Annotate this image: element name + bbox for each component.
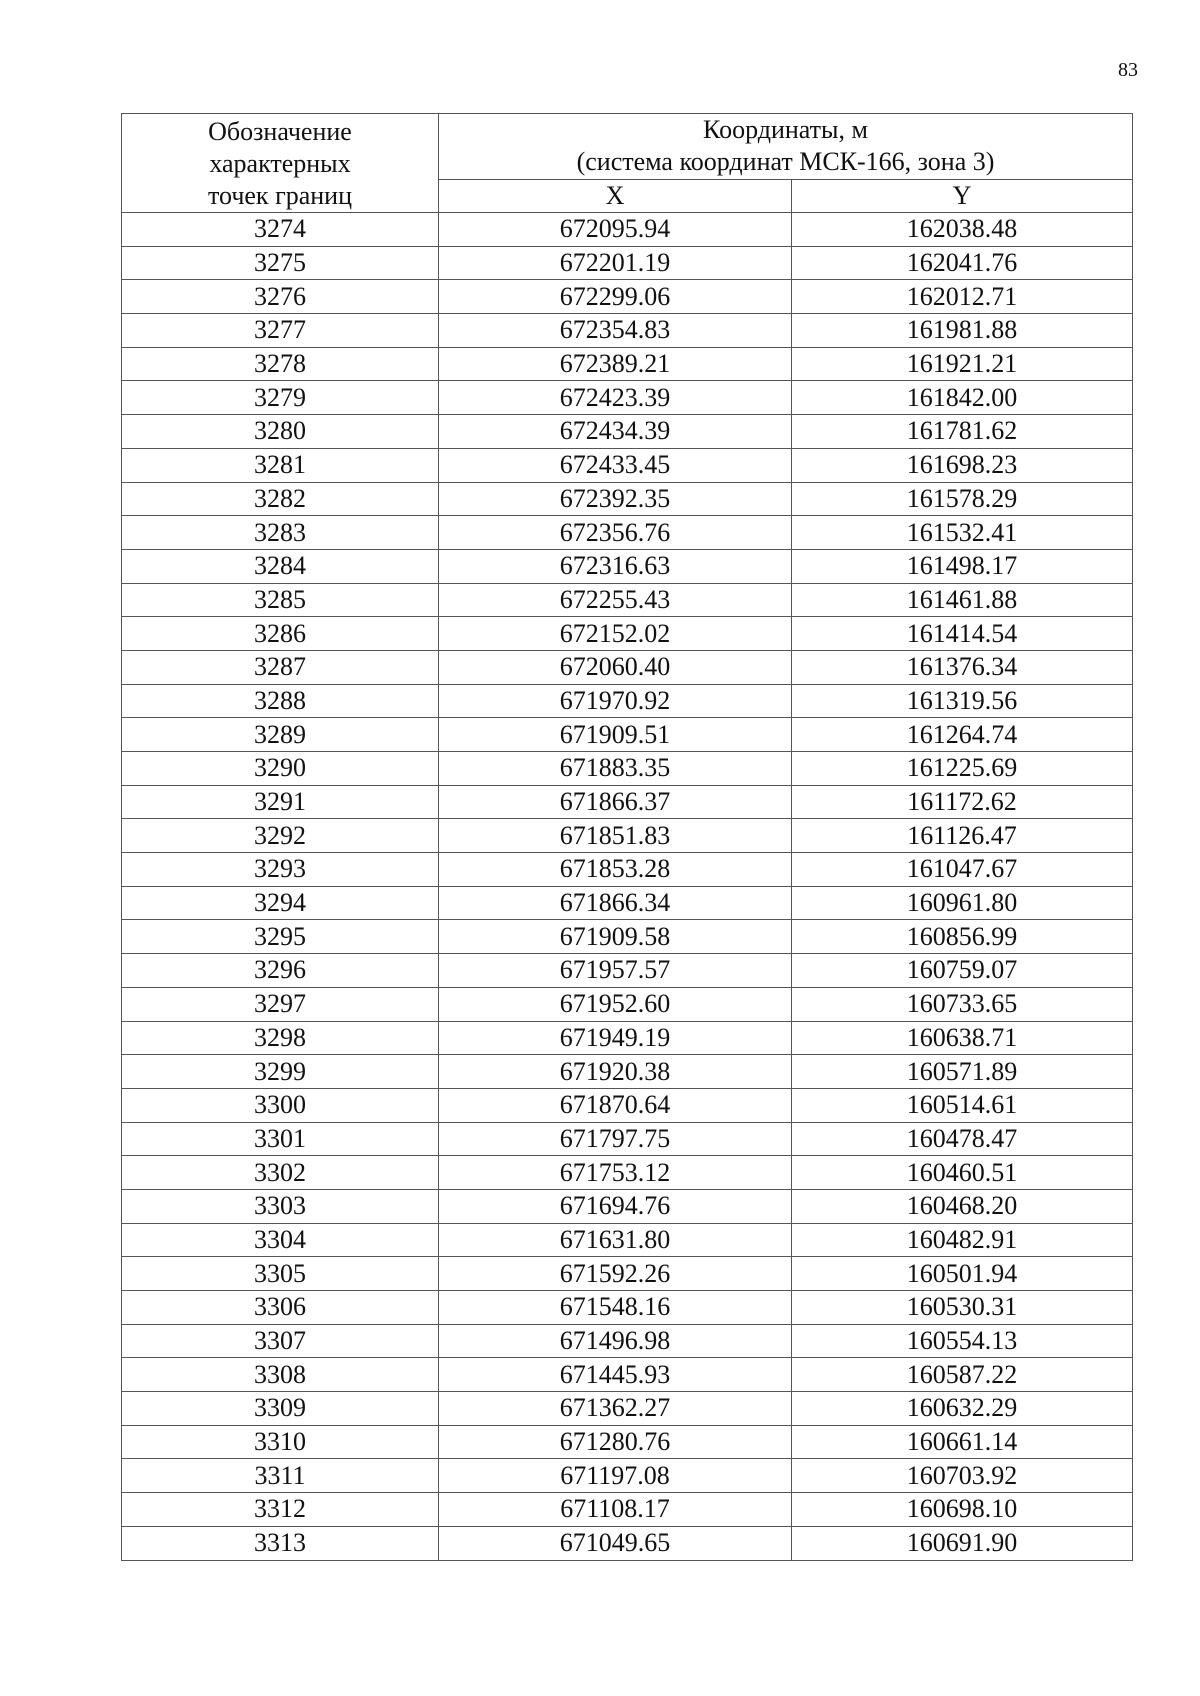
x-coordinate-cell: 671753.12 (439, 1156, 792, 1190)
y-coordinate-cell: 162041.76 (792, 246, 1133, 280)
x-coordinate-cell: 671362.27 (439, 1392, 792, 1426)
table-row (122, 920, 1133, 954)
x-coordinate-cell: 672299.06 (439, 280, 792, 314)
point-cell: 3297 (122, 987, 439, 1021)
y-coordinate-cell: 161264.74 (792, 718, 1133, 752)
table-row (122, 1189, 1133, 1223)
table-row (122, 213, 1133, 247)
table-row (122, 1021, 1133, 1055)
table-row (122, 1392, 1133, 1426)
table-body (122, 213, 1133, 1561)
y-column-header: Y (792, 179, 1133, 212)
point-cell: 3290 (122, 752, 439, 786)
x-coordinate-cell: 672316.63 (439, 549, 792, 583)
point-cell: 3280 (122, 415, 439, 449)
point-cell: 3276 (122, 280, 439, 314)
table-row (122, 347, 1133, 381)
point-cell: 3305 (122, 1257, 439, 1291)
table-row (122, 415, 1133, 449)
y-coordinate-cell: 160703.92 (792, 1459, 1133, 1493)
table-row (122, 1324, 1133, 1358)
coordinates-header (439, 114, 1133, 180)
table-row (122, 1223, 1133, 1257)
x-coordinate-cell: 671920.38 (439, 1055, 792, 1089)
table-row (122, 1122, 1133, 1156)
x-coordinate-cell: 672354.83 (439, 314, 792, 348)
point-cell: 3274 (122, 213, 439, 247)
table-row (122, 1493, 1133, 1527)
x-coordinate-cell: 672389.21 (439, 347, 792, 381)
table-row (122, 987, 1133, 1021)
y-coordinate-cell: 161498.17 (792, 549, 1133, 583)
x-coordinate-cell: 671280.76 (439, 1425, 792, 1459)
point-cell: 3281 (122, 448, 439, 482)
y-coordinate-cell: 160733.65 (792, 987, 1133, 1021)
x-coordinate-cell: 671949.19 (439, 1021, 792, 1055)
point-cell: 3307 (122, 1324, 439, 1358)
x-coordinate-cell: 671909.58 (439, 920, 792, 954)
table-row (122, 381, 1133, 415)
y-coordinate-cell: 161781.62 (792, 415, 1133, 449)
y-coordinate-cell: 160554.13 (792, 1324, 1133, 1358)
point-cell: 3294 (122, 886, 439, 920)
x-coordinate-cell: 671496.98 (439, 1324, 792, 1358)
x-coordinate-cell: 672201.19 (439, 246, 792, 280)
table-row (122, 280, 1133, 314)
point-cell: 3279 (122, 381, 439, 415)
point-cell: 3309 (122, 1392, 439, 1426)
y-coordinate-cell: 160501.94 (792, 1257, 1133, 1291)
y-coordinate-cell: 160571.89 (792, 1055, 1133, 1089)
table-row (122, 1156, 1133, 1190)
table-row (122, 583, 1133, 617)
table-row (122, 1291, 1133, 1325)
y-coordinate-cell: 161172.62 (792, 785, 1133, 819)
point-cell: 3286 (122, 617, 439, 651)
x-coordinate-cell: 671970.92 (439, 684, 792, 718)
table-row (122, 1358, 1133, 1392)
table-row (122, 617, 1133, 651)
y-coordinate-cell: 160530.31 (792, 1291, 1133, 1325)
x-coordinate-cell: 671866.34 (439, 886, 792, 920)
point-cell: 3300 (122, 1088, 439, 1122)
point-cell: 3302 (122, 1156, 439, 1190)
point-cell: 3287 (122, 650, 439, 684)
table-row (122, 718, 1133, 752)
point-cell: 3311 (122, 1459, 439, 1493)
y-coordinate-cell: 160482.91 (792, 1223, 1133, 1257)
x-coordinate-cell: 671108.17 (439, 1493, 792, 1527)
point-cell: 3293 (122, 853, 439, 887)
point-cell: 3312 (122, 1493, 439, 1527)
table-row (122, 549, 1133, 583)
point-cell: 3299 (122, 1055, 439, 1089)
table-row (122, 684, 1133, 718)
x-coordinate-cell: 671445.93 (439, 1358, 792, 1392)
x-coordinate-cell: 672423.39 (439, 381, 792, 415)
table-row (122, 482, 1133, 516)
x-coordinate-cell: 672060.40 (439, 650, 792, 684)
point-cell: 3291 (122, 785, 439, 819)
y-coordinate-cell: 160698.10 (792, 1493, 1133, 1527)
coordinates-table (121, 113, 1133, 1561)
y-coordinate-cell: 161126.47 (792, 819, 1133, 853)
x-coordinate-cell: 672095.94 (439, 213, 792, 247)
y-coordinate-cell: 161047.67 (792, 853, 1133, 887)
y-coordinate-cell: 160478.47 (792, 1122, 1133, 1156)
point-cell: 3283 (122, 516, 439, 550)
point-cell: 3284 (122, 549, 439, 583)
y-coordinate-cell: 161319.56 (792, 684, 1133, 718)
point-cell: 3303 (122, 1189, 439, 1223)
point-cell: 3301 (122, 1122, 439, 1156)
table-row (122, 752, 1133, 786)
x-coordinate-cell: 671851.83 (439, 819, 792, 853)
coord-header-line: Координаты, м (703, 115, 868, 145)
y-coordinate-cell: 161981.88 (792, 314, 1133, 348)
x-coordinate-cell: 671049.65 (439, 1526, 792, 1560)
y-coordinate-cell: 160961.80 (792, 886, 1133, 920)
y-coordinate-cell: 161376.34 (792, 650, 1133, 684)
y-coordinate-cell: 161842.00 (792, 381, 1133, 415)
y-coordinate-cell: 161698.23 (792, 448, 1133, 482)
table-row (122, 448, 1133, 482)
table-row (122, 1526, 1133, 1560)
point-cell: 3285 (122, 583, 439, 617)
y-coordinate-cell: 160638.71 (792, 1021, 1133, 1055)
table-row (122, 785, 1133, 819)
x-coordinate-cell: 671694.76 (439, 1189, 792, 1223)
table-row (122, 1459, 1133, 1493)
table-row (122, 1055, 1133, 1089)
y-coordinate-cell: 160514.61 (792, 1088, 1133, 1122)
y-coordinate-cell: 160587.22 (792, 1358, 1133, 1392)
y-coordinate-cell: 162012.71 (792, 280, 1133, 314)
y-coordinate-cell: 160632.29 (792, 1392, 1133, 1426)
y-coordinate-cell: 161225.69 (792, 752, 1133, 786)
y-coordinate-cell: 161414.54 (792, 617, 1133, 651)
point-cell: 3289 (122, 718, 439, 752)
x-coordinate-cell: 672433.45 (439, 448, 792, 482)
point-cell: 3275 (122, 246, 439, 280)
point-cell: 3277 (122, 314, 439, 348)
coord-header-line: (система координат МСК-166, зона 3) (576, 147, 995, 177)
point-cell: 3278 (122, 347, 439, 381)
y-coordinate-cell: 161921.21 (792, 347, 1133, 381)
table-row (122, 1425, 1133, 1459)
x-coordinate-cell: 671631.80 (439, 1223, 792, 1257)
x-coordinate-cell: 671866.37 (439, 785, 792, 819)
x-coordinate-cell: 671870.64 (439, 1088, 792, 1122)
x-coordinate-cell: 672152.02 (439, 617, 792, 651)
table-header-row (122, 114, 1133, 180)
table-row (122, 650, 1133, 684)
point-cell: 3313 (122, 1526, 439, 1560)
y-coordinate-cell: 160468.20 (792, 1189, 1133, 1223)
table-row (122, 314, 1133, 348)
point-cell: 3288 (122, 684, 439, 718)
point-cell: 3296 (122, 954, 439, 988)
x-coordinate-cell: 671883.35 (439, 752, 792, 786)
x-coordinate-cell: 671853.28 (439, 853, 792, 887)
y-coordinate-cell: 160759.07 (792, 954, 1133, 988)
x-coordinate-cell: 672255.43 (439, 583, 792, 617)
x-coordinate-cell: 671592.26 (439, 1257, 792, 1291)
point-cell: 3295 (122, 920, 439, 954)
y-coordinate-cell: 160691.90 (792, 1526, 1133, 1560)
table-row (122, 853, 1133, 887)
table-row (122, 1088, 1133, 1122)
page-number: 83 (1118, 59, 1138, 81)
point-header-line: Обозначение (208, 117, 352, 146)
table-row (122, 886, 1133, 920)
y-coordinate-cell: 161532.41 (792, 516, 1133, 550)
x-coordinate-cell: 671957.57 (439, 954, 792, 988)
point-cell: 3298 (122, 1021, 439, 1055)
point-designation-header (122, 114, 439, 213)
y-coordinate-cell: 160460.51 (792, 1156, 1133, 1190)
x-coordinate-cell: 671197.08 (439, 1459, 792, 1493)
y-coordinate-cell: 160661.14 (792, 1425, 1133, 1459)
point-header-line: характерных (209, 149, 351, 178)
table-row (122, 516, 1133, 550)
point-cell: 3292 (122, 819, 439, 853)
point-cell: 3310 (122, 1425, 439, 1459)
table-row (122, 246, 1133, 280)
point-header-line: точек границ (207, 181, 353, 210)
x-coordinate-cell: 671909.51 (439, 718, 792, 752)
y-coordinate-cell: 162038.48 (792, 213, 1133, 247)
point-cell: 3308 (122, 1358, 439, 1392)
x-coordinate-cell: 672392.35 (439, 482, 792, 516)
point-cell: 3282 (122, 482, 439, 516)
table-row (122, 1257, 1133, 1291)
y-coordinate-cell: 160856.99 (792, 920, 1133, 954)
x-column-header: X (439, 179, 792, 212)
point-cell: 3306 (122, 1291, 439, 1325)
table-row (122, 954, 1133, 988)
table-row (122, 819, 1133, 853)
y-coordinate-cell: 161578.29 (792, 482, 1133, 516)
x-coordinate-cell: 672356.76 (439, 516, 792, 550)
x-coordinate-cell: 672434.39 (439, 415, 792, 449)
x-coordinate-cell: 671952.60 (439, 987, 792, 1021)
x-coordinate-cell: 671548.16 (439, 1291, 792, 1325)
y-coordinate-cell: 161461.88 (792, 583, 1133, 617)
point-cell: 3304 (122, 1223, 439, 1257)
x-coordinate-cell: 671797.75 (439, 1122, 792, 1156)
